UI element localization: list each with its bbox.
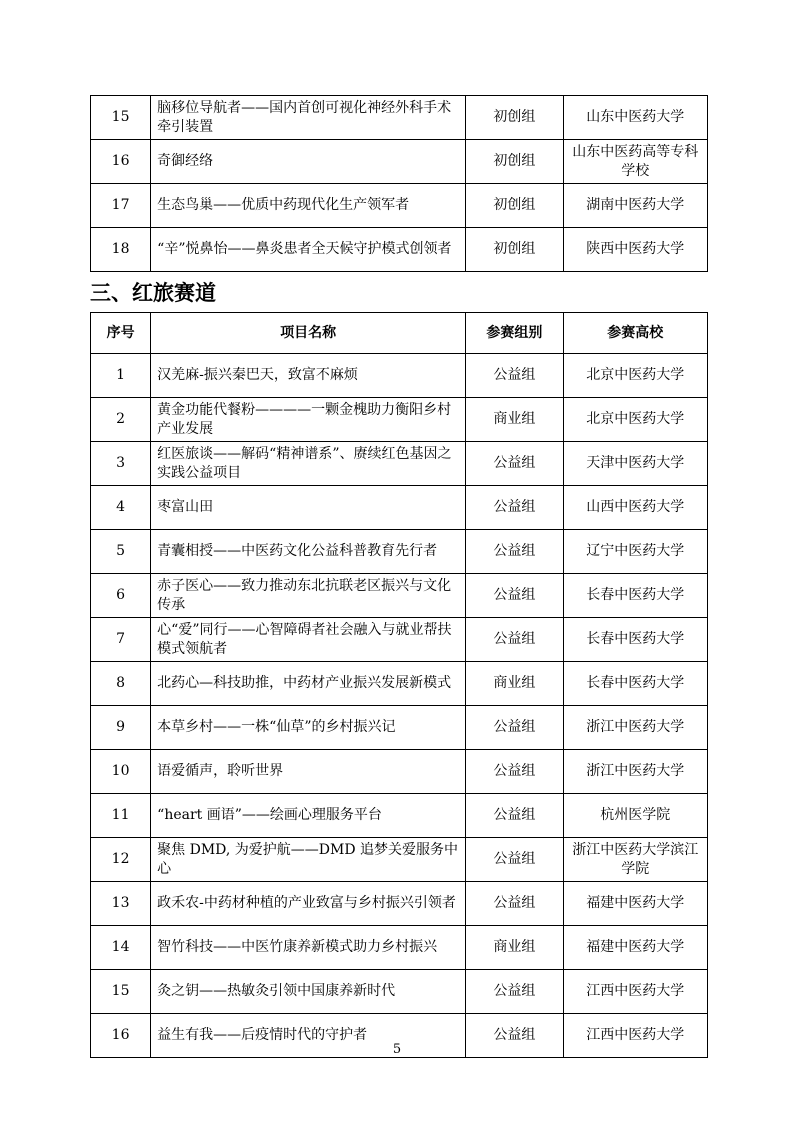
cell-project-name: 政禾农-中药材种植的产业致富与乡村振兴引领者 xyxy=(151,882,466,926)
cell-school: 长春中医药大学 xyxy=(563,618,707,662)
cell-school: 长春中医药大学 xyxy=(563,662,707,706)
cell-group: 公益组 xyxy=(466,1014,563,1058)
red-tourism-track-table xyxy=(90,312,708,1058)
cell-no: 18 xyxy=(91,228,151,272)
cell-group: 初创组 xyxy=(466,184,563,228)
cell-project-name: 益生有我——后疫情时代的守护者 xyxy=(151,1014,466,1058)
cell-school: 江西中医药大学 xyxy=(563,1014,707,1058)
cell-group: 公益组 xyxy=(466,882,563,926)
cell-project-name: 生态鸟巢——优质中药现代化生产领军者 xyxy=(151,184,466,228)
cell-no: 16 xyxy=(91,140,151,184)
table-row xyxy=(91,486,708,530)
cell-group: 公益组 xyxy=(466,574,563,618)
cell-project-name: 赤子医心——致力推动东北抗联老区振兴与文化传承 xyxy=(151,574,466,618)
cell-group: 商业组 xyxy=(466,662,563,706)
cell-group: 公益组 xyxy=(466,970,563,1014)
cell-group: 初创组 xyxy=(466,140,563,184)
cell-project-name: “辛”悦鼻怡——鼻炎患者全天候守护模式创领者 xyxy=(151,228,466,272)
page-number: 5 xyxy=(392,1042,402,1057)
cell-no: 16 xyxy=(91,1014,151,1058)
table-row xyxy=(91,184,708,228)
cell-school: 福建中医药大学 xyxy=(563,882,707,926)
cell-no: 10 xyxy=(91,750,151,794)
cell-project-name: “heart 画语”——绘画心理服务平台 xyxy=(151,794,466,838)
cell-no: 5 xyxy=(91,530,151,574)
cell-group: 公益组 xyxy=(466,354,563,398)
continued-results-table xyxy=(90,95,708,272)
cell-group: 初创组 xyxy=(466,96,563,140)
cell-school: 山东中医药大学 xyxy=(563,96,707,140)
table-header-row xyxy=(91,313,708,354)
header-project-name: 项目名称 xyxy=(151,313,466,354)
cell-no: 8 xyxy=(91,662,151,706)
cell-project-name: 脑移位导航者——国内首创可视化神经外科手术牵引装置 xyxy=(151,96,466,140)
cell-group: 公益组 xyxy=(466,794,563,838)
cell-project-name: 智竹科技——中医竹康养新模式助力乡村振兴 xyxy=(151,926,466,970)
table-row xyxy=(91,838,708,882)
cell-school: 湖南中医药大学 xyxy=(563,184,707,228)
cell-school: 浙江中医药大学 xyxy=(563,706,707,750)
cell-school: 北京中医药大学 xyxy=(563,354,707,398)
cell-project-name: 黄金功能代餐粉————一颗金槐助力衡阳乡村产业发展 xyxy=(151,398,466,442)
table-row xyxy=(91,228,708,272)
header-no: 序号 xyxy=(91,313,151,354)
cell-no: 6 xyxy=(91,574,151,618)
cell-no: 15 xyxy=(91,970,151,1014)
cell-group: 公益组 xyxy=(466,750,563,794)
cell-project-name: 心“爱”同行——心智障碍者社会融入与就业帮扶模式领航者 xyxy=(151,618,466,662)
cell-school: 陕西中医药大学 xyxy=(563,228,707,272)
cell-school: 山西中医药大学 xyxy=(563,486,707,530)
table-row xyxy=(91,530,708,574)
header-group: 参赛组别 xyxy=(466,313,563,354)
cell-school: 江西中医药大学 xyxy=(563,970,707,1014)
cell-school: 杭州医学院 xyxy=(563,794,707,838)
cell-school: 浙江中医药大学滨江学院 xyxy=(563,838,707,882)
header-school: 参赛高校 xyxy=(563,313,707,354)
cell-no: 12 xyxy=(91,838,151,882)
cell-group: 公益组 xyxy=(466,618,563,662)
table-row xyxy=(91,882,708,926)
cell-no: 1 xyxy=(91,354,151,398)
table-row xyxy=(91,618,708,662)
cell-group: 公益组 xyxy=(466,530,563,574)
cell-group: 商业组 xyxy=(466,398,563,442)
table-row xyxy=(91,140,708,184)
table-row xyxy=(91,706,708,750)
table-row xyxy=(91,794,708,838)
cell-no: 7 xyxy=(91,618,151,662)
cell-school: 天津中医药大学 xyxy=(563,442,707,486)
table-row xyxy=(91,96,708,140)
cell-no: 9 xyxy=(91,706,151,750)
cell-group: 公益组 xyxy=(466,838,563,882)
cell-project-name: 青囊相授——中医药文化公益科普教育先行者 xyxy=(151,530,466,574)
cell-group: 商业组 xyxy=(466,926,563,970)
table-row xyxy=(91,750,708,794)
cell-no: 3 xyxy=(91,442,151,486)
cell-project-name: 语爱循声，聆听世界 xyxy=(151,750,466,794)
cell-school: 北京中医药大学 xyxy=(563,398,707,442)
table-row xyxy=(91,398,708,442)
cell-no: 14 xyxy=(91,926,151,970)
cell-school: 辽宁中医药大学 xyxy=(563,530,707,574)
cell-no: 2 xyxy=(91,398,151,442)
cell-no: 4 xyxy=(91,486,151,530)
cell-group: 公益组 xyxy=(466,486,563,530)
cell-project-name: 枣富山田 xyxy=(151,486,466,530)
cell-project-name: 北药心—科技助推，中药材产业振兴发展新模式 xyxy=(151,662,466,706)
cell-school: 长春中医药大学 xyxy=(563,574,707,618)
cell-project-name: 本草乡村——一株“仙草”的乡村振兴记 xyxy=(151,706,466,750)
cell-school: 福建中医药大学 xyxy=(563,926,707,970)
table-row xyxy=(91,926,708,970)
cell-no: 15 xyxy=(91,96,151,140)
cell-school: 浙江中医药大学 xyxy=(563,750,707,794)
cell-no: 11 xyxy=(91,794,151,838)
cell-school: 山东中医药高等专科学校 xyxy=(563,140,707,184)
cell-no: 17 xyxy=(91,184,151,228)
table-row xyxy=(91,662,708,706)
table-row xyxy=(91,574,708,618)
table-row xyxy=(91,970,708,1014)
table-row xyxy=(91,354,708,398)
cell-group: 公益组 xyxy=(466,442,563,486)
cell-group: 初创组 xyxy=(466,228,563,272)
cell-project-name: 聚焦 DMD, 为爱护航——DMD 追梦关爱服务中心 xyxy=(151,838,466,882)
cell-no: 13 xyxy=(91,882,151,926)
cell-group: 公益组 xyxy=(466,706,563,750)
cell-project-name: 奇御经络 xyxy=(151,140,466,184)
cell-project-name: 红医旅谈——解码“精神谱系”、赓续红色基因之实践公益项目 xyxy=(151,442,466,486)
section-title: 三、红旅赛道 xyxy=(90,281,216,305)
cell-project-name: 灸之钥——热敏灸引领中国康养新时代 xyxy=(151,970,466,1014)
table-row xyxy=(91,442,708,486)
cell-project-name: 汉羌麻-振兴秦巴天，致富不麻烦 xyxy=(151,354,466,398)
